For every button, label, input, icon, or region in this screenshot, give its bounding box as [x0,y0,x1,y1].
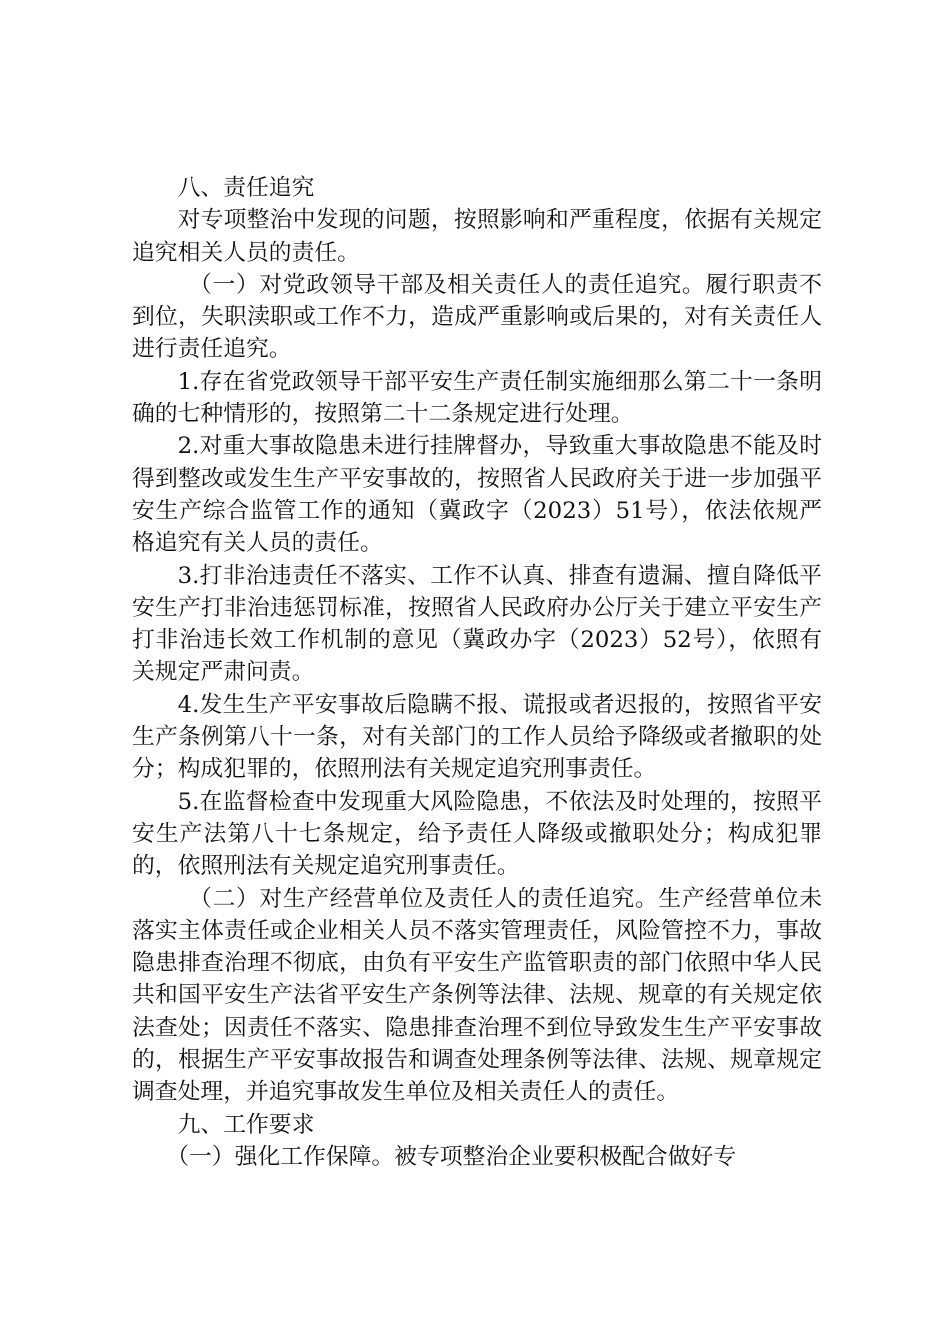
list-item-5: 5.在监督检查中发现重大风险隐患，不依法及时处理的，按照平安生产法第八十七条规定，给予责任人降级或撤职处分；构成犯罪的，依照刑法有关规定追究刑事责任。 [132,788,822,880]
subsection-business-units: （二）对生产经营单位及责任人的责任追究。生产经营单位未落实主体责任或企业相关人员不落实管理责任，风险管控不力，事故隐患排查治理不彻底，由负有平安生产监管职责的部门依照中华人民共和国平安生产法省平安生产条例等法律、法规、规章的有关规定依法查处；因责任不落实、隐患排查治理不到位导致发生生产平安事故的，根据生产平安事故报告和调查处理条例等法律、法规、规章规定调查处理，并追究事故发生单位及相关责任人的责任。 [132,885,822,1106]
list-item-2: 2.对重大事故隐患未进行挂牌督办，导致重大事故隐患不能及时得到整改或发生生产平安事故的，按照省人民政府关于进一步加强平安生产综合监管工作的通知（冀政字（2023）51号），依法依规严格追究有关人员的责任。 [132,433,822,557]
list-item-1: 1.存在省党政领导干部平安生产责任制实施细那么第二十一条明确的七种情形的，按照第二十二条规定进行处理。 [132,368,822,428]
list-item-4: 4.发生生产平安事故后隐瞒不报、谎报或者迟报的，按照省平安生产条例第八十一条，对有关部门的工作人员给予降级或者撤职的处分；构成犯罪的，依照刑法有关规定追究刑事责任。 [132,691,822,783]
document-body [132,172,822,1173]
section-heading-accountability: 八、责任追究 [177,175,315,201]
intro-paragraph: 对专项整治中发现的问题，按照影响和严重程度，依据有关规定追究相关人员的责任。 [132,207,822,266]
subsection-work-guarantee: （一）强化工作保障。被专项整治企业要积极配合做好专 [166,1143,737,1170]
subsection-party-officials: （一）对党政领导干部及相关责任人的责任追究。履行职责不到位，失职渎职或工作不力，造成严重影响或后果的，对有关责任人进行责任追究。 [132,271,822,363]
list-item-3: 3.打非治违责任不落实、工作不认真、排查有遗漏、擅自降低平安生产打非治违惩罚标准，按照省人民政府办公厅关于建立平安生产打非治违长效工作机制的意见（冀政办字（2023）52号），依照有关规定严肃问责。 [132,562,822,686]
section-heading-work-requirements: 九、工作要求 [177,1111,315,1138]
